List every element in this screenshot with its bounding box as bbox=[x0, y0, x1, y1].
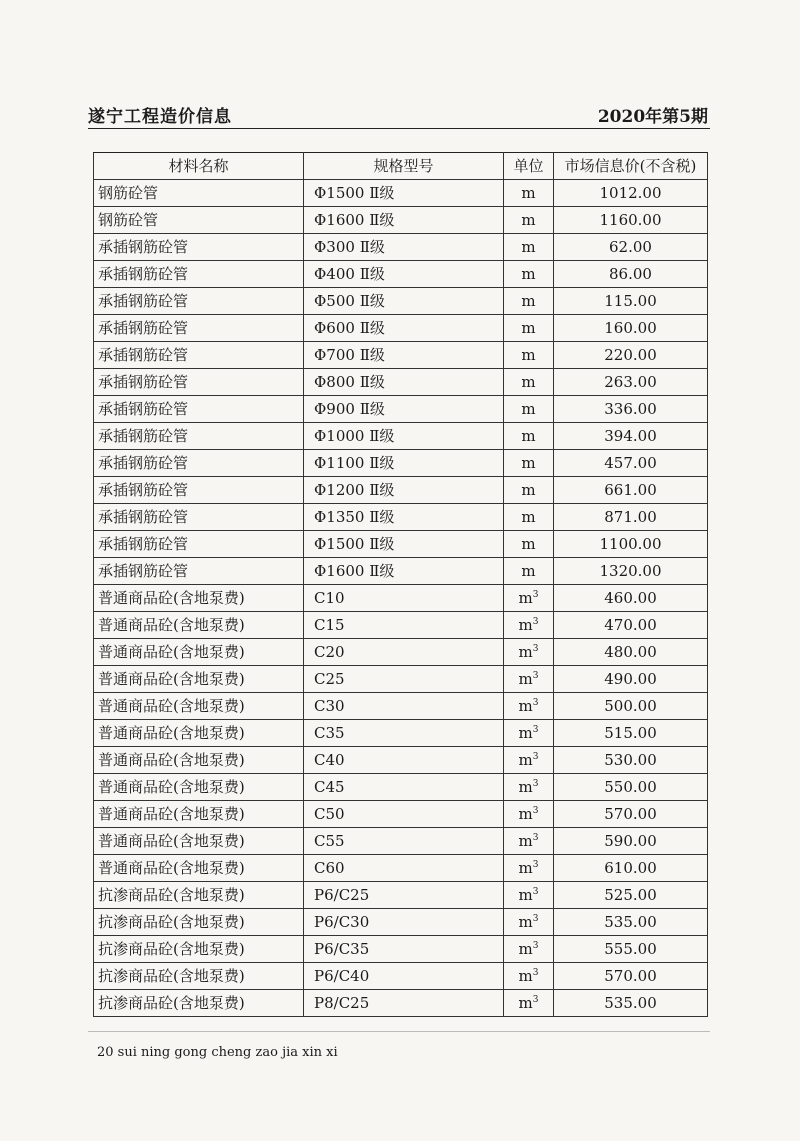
material-name-cell: 承插钢筋砼管 bbox=[94, 288, 304, 315]
price-cell: 1100.00 bbox=[554, 531, 708, 558]
price-cell: 525.00 bbox=[554, 882, 708, 909]
table-row bbox=[94, 207, 708, 234]
price-table bbox=[93, 152, 708, 1017]
unit-cell: $m^3$ bbox=[504, 666, 554, 693]
unit-cell: m bbox=[504, 315, 554, 342]
material-name-cell: 承插钢筋砼管 bbox=[94, 234, 304, 261]
unit-cell: $m^3$ bbox=[504, 909, 554, 936]
material-name-cell: 承插钢筋砼管 bbox=[94, 342, 304, 369]
price-cell: 1012.00 bbox=[554, 180, 708, 207]
spec-cell: Φ400 Ⅱ级 bbox=[304, 261, 504, 288]
material-name-cell: 抗渗商品砼(含地泵费) bbox=[94, 909, 304, 936]
price-cell: 871.00 bbox=[554, 504, 708, 531]
price-cell: 220.00 bbox=[554, 342, 708, 369]
spec-cell: Φ1500 Ⅱ级 bbox=[304, 531, 504, 558]
table-header-row bbox=[94, 153, 708, 180]
unit-cell: m bbox=[504, 369, 554, 396]
material-name-cell: 承插钢筋砼管 bbox=[94, 477, 304, 504]
spec-cell: Φ1350 Ⅱ级 bbox=[304, 504, 504, 531]
unit-cell: $m^3$ bbox=[504, 639, 554, 666]
unit-cell: $m^3$ bbox=[504, 963, 554, 990]
spec-cell: Φ1500 Ⅱ级 bbox=[304, 180, 504, 207]
table-row bbox=[94, 342, 708, 369]
material-name-cell: 承插钢筋砼管 bbox=[94, 450, 304, 477]
spec-cell: C45 bbox=[304, 774, 504, 801]
spec-cell: Φ900 Ⅱ级 bbox=[304, 396, 504, 423]
spec-cell: P8/C25 bbox=[304, 990, 504, 1017]
table-row bbox=[94, 639, 708, 666]
header-divider bbox=[88, 128, 710, 129]
table-body bbox=[94, 180, 708, 1017]
table-row bbox=[94, 612, 708, 639]
unit-cell: m bbox=[504, 504, 554, 531]
spec-cell: P6/C25 bbox=[304, 882, 504, 909]
material-name-cell: 普通商品砼(含地泵费) bbox=[94, 828, 304, 855]
price-cell: 550.00 bbox=[554, 774, 708, 801]
table-row bbox=[94, 963, 708, 990]
table-row bbox=[94, 234, 708, 261]
material-name-cell: 抗渗商品砼(含地泵费) bbox=[94, 882, 304, 909]
material-name-cell: 普通商品砼(含地泵费) bbox=[94, 585, 304, 612]
price-cell: 336.00 bbox=[554, 396, 708, 423]
spec-cell: Φ1000 Ⅱ级 bbox=[304, 423, 504, 450]
price-cell: 457.00 bbox=[554, 450, 708, 477]
spec-cell: Φ1600 Ⅱ级 bbox=[304, 207, 504, 234]
spec-cell: Φ1600 Ⅱ级 bbox=[304, 558, 504, 585]
table-row bbox=[94, 261, 708, 288]
material-name-cell: 承插钢筋砼管 bbox=[94, 558, 304, 585]
spec-cell: C15 bbox=[304, 612, 504, 639]
spec-cell: C10 bbox=[304, 585, 504, 612]
price-cell: 490.00 bbox=[554, 666, 708, 693]
spec-cell: Φ500 Ⅱ级 bbox=[304, 288, 504, 315]
table-row bbox=[94, 531, 708, 558]
unit-cell: $m^3$ bbox=[504, 990, 554, 1017]
spec-cell: Φ1100 Ⅱ级 bbox=[304, 450, 504, 477]
table-row bbox=[94, 990, 708, 1017]
material-name-cell: 承插钢筋砼管 bbox=[94, 261, 304, 288]
spec-cell: P6/C35 bbox=[304, 936, 504, 963]
table-row bbox=[94, 180, 708, 207]
unit-cell: $m^3$ bbox=[504, 855, 554, 882]
material-name-cell: 普通商品砼(含地泵费) bbox=[94, 801, 304, 828]
price-cell: 535.00 bbox=[554, 909, 708, 936]
unit-cell: m bbox=[504, 558, 554, 585]
table-row bbox=[94, 801, 708, 828]
price-cell: 1320.00 bbox=[554, 558, 708, 585]
table-row bbox=[94, 828, 708, 855]
unit-cell: $m^3$ bbox=[504, 747, 554, 774]
price-cell: 480.00 bbox=[554, 639, 708, 666]
unit-cell: $m^3$ bbox=[504, 936, 554, 963]
unit-cell: m bbox=[504, 180, 554, 207]
price-cell: 115.00 bbox=[554, 288, 708, 315]
table-row bbox=[94, 909, 708, 936]
price-cell: 530.00 bbox=[554, 747, 708, 774]
unit-cell: $m^3$ bbox=[504, 720, 554, 747]
price-cell: 661.00 bbox=[554, 477, 708, 504]
unit-cell: m bbox=[504, 531, 554, 558]
table-row bbox=[94, 936, 708, 963]
column-header-spec: 规格型号 bbox=[304, 153, 504, 180]
unit-cell: m bbox=[504, 477, 554, 504]
column-header-price: 市场信息价(不含税) bbox=[554, 153, 708, 180]
unit-cell: m bbox=[504, 342, 554, 369]
unit-cell: $m^3$ bbox=[504, 585, 554, 612]
page-footer: 20 sui ning gong cheng zao jia xin xi bbox=[97, 1045, 338, 1060]
spec-cell: C25 bbox=[304, 666, 504, 693]
table-row bbox=[94, 504, 708, 531]
material-name-cell: 普通商品砼(含地泵费) bbox=[94, 720, 304, 747]
table-row bbox=[94, 882, 708, 909]
price-cell: 555.00 bbox=[554, 936, 708, 963]
spec-cell: P6/C30 bbox=[304, 909, 504, 936]
unit-cell: m bbox=[504, 396, 554, 423]
unit-cell: m bbox=[504, 423, 554, 450]
spec-cell: C50 bbox=[304, 801, 504, 828]
table-row bbox=[94, 666, 708, 693]
material-name-cell: 承插钢筋砼管 bbox=[94, 315, 304, 342]
material-name-cell: 承插钢筋砼管 bbox=[94, 423, 304, 450]
material-name-cell: 承插钢筋砼管 bbox=[94, 531, 304, 558]
unit-cell: $m^3$ bbox=[504, 612, 554, 639]
price-cell: 1160.00 bbox=[554, 207, 708, 234]
table-row bbox=[94, 693, 708, 720]
price-cell: 590.00 bbox=[554, 828, 708, 855]
price-cell: 62.00 bbox=[554, 234, 708, 261]
spec-cell: Φ300 Ⅱ级 bbox=[304, 234, 504, 261]
table-row bbox=[94, 585, 708, 612]
column-header-name: 材料名称 bbox=[94, 153, 304, 180]
table-row bbox=[94, 396, 708, 423]
material-name-cell: 普通商品砼(含地泵费) bbox=[94, 666, 304, 693]
price-cell: 394.00 bbox=[554, 423, 708, 450]
unit-cell: $m^3$ bbox=[504, 828, 554, 855]
price-cell: 570.00 bbox=[554, 801, 708, 828]
price-cell: 500.00 bbox=[554, 693, 708, 720]
table-row bbox=[94, 747, 708, 774]
unit-cell: m bbox=[504, 207, 554, 234]
column-header-unit: 单位 bbox=[504, 153, 554, 180]
spec-cell: C35 bbox=[304, 720, 504, 747]
material-name-cell: 抗渗商品砼(含地泵费) bbox=[94, 963, 304, 990]
table-row bbox=[94, 477, 708, 504]
table-row bbox=[94, 720, 708, 747]
material-name-cell: 普通商品砼(含地泵费) bbox=[94, 612, 304, 639]
price-cell: 460.00 bbox=[554, 585, 708, 612]
unit-cell: $m^3$ bbox=[504, 693, 554, 720]
price-cell: 160.00 bbox=[554, 315, 708, 342]
price-cell: 610.00 bbox=[554, 855, 708, 882]
unit-cell: $m^3$ bbox=[504, 801, 554, 828]
spec-cell: C55 bbox=[304, 828, 504, 855]
spec-cell: Φ600 Ⅱ级 bbox=[304, 315, 504, 342]
material-name-cell: 钢筋砼管 bbox=[94, 180, 304, 207]
unit-cell: m bbox=[504, 234, 554, 261]
table-row bbox=[94, 450, 708, 477]
spec-cell: C20 bbox=[304, 639, 504, 666]
table-row bbox=[94, 558, 708, 585]
unit-cell: m bbox=[504, 288, 554, 315]
spec-cell: C30 bbox=[304, 693, 504, 720]
material-name-cell: 抗渗商品砼(含地泵费) bbox=[94, 990, 304, 1017]
unit-cell: m bbox=[504, 261, 554, 288]
spec-cell: C60 bbox=[304, 855, 504, 882]
unit-cell: $m^3$ bbox=[504, 882, 554, 909]
material-name-cell: 钢筋砼管 bbox=[94, 207, 304, 234]
table-row bbox=[94, 288, 708, 315]
spec-cell: Φ700 Ⅱ级 bbox=[304, 342, 504, 369]
price-cell: 535.00 bbox=[554, 990, 708, 1017]
material-name-cell: 普通商品砼(含地泵费) bbox=[94, 747, 304, 774]
price-cell: 470.00 bbox=[554, 612, 708, 639]
publication-title: 遂宁工程造价信息 bbox=[88, 107, 232, 127]
price-cell: 515.00 bbox=[554, 720, 708, 747]
table-row bbox=[94, 369, 708, 396]
material-name-cell: 承插钢筋砼管 bbox=[94, 369, 304, 396]
spec-cell: Φ1200 Ⅱ级 bbox=[304, 477, 504, 504]
page-header bbox=[88, 100, 708, 130]
spec-cell: Φ800 Ⅱ级 bbox=[304, 369, 504, 396]
material-name-cell: 抗渗商品砼(含地泵费) bbox=[94, 936, 304, 963]
price-cell: 263.00 bbox=[554, 369, 708, 396]
table-row bbox=[94, 774, 708, 801]
price-cell: 86.00 bbox=[554, 261, 708, 288]
table-row bbox=[94, 315, 708, 342]
spec-cell: P6/C40 bbox=[304, 963, 504, 990]
material-name-cell: 普通商品砼(含地泵费) bbox=[94, 639, 304, 666]
material-name-cell: 普通商品砼(含地泵费) bbox=[94, 693, 304, 720]
unit-cell: $m^3$ bbox=[504, 774, 554, 801]
table-row bbox=[94, 423, 708, 450]
material-name-cell: 承插钢筋砼管 bbox=[94, 504, 304, 531]
unit-cell: m bbox=[504, 450, 554, 477]
issue-number: 2020年第5期 bbox=[597, 107, 708, 127]
material-name-cell: 普通商品砼(含地泵费) bbox=[94, 855, 304, 882]
material-name-cell: 普通商品砼(含地泵费) bbox=[94, 774, 304, 801]
table-row bbox=[94, 855, 708, 882]
spec-cell: C40 bbox=[304, 747, 504, 774]
material-name-cell: 承插钢筋砼管 bbox=[94, 396, 304, 423]
footer-divider bbox=[88, 1031, 710, 1032]
price-cell: 570.00 bbox=[554, 963, 708, 990]
